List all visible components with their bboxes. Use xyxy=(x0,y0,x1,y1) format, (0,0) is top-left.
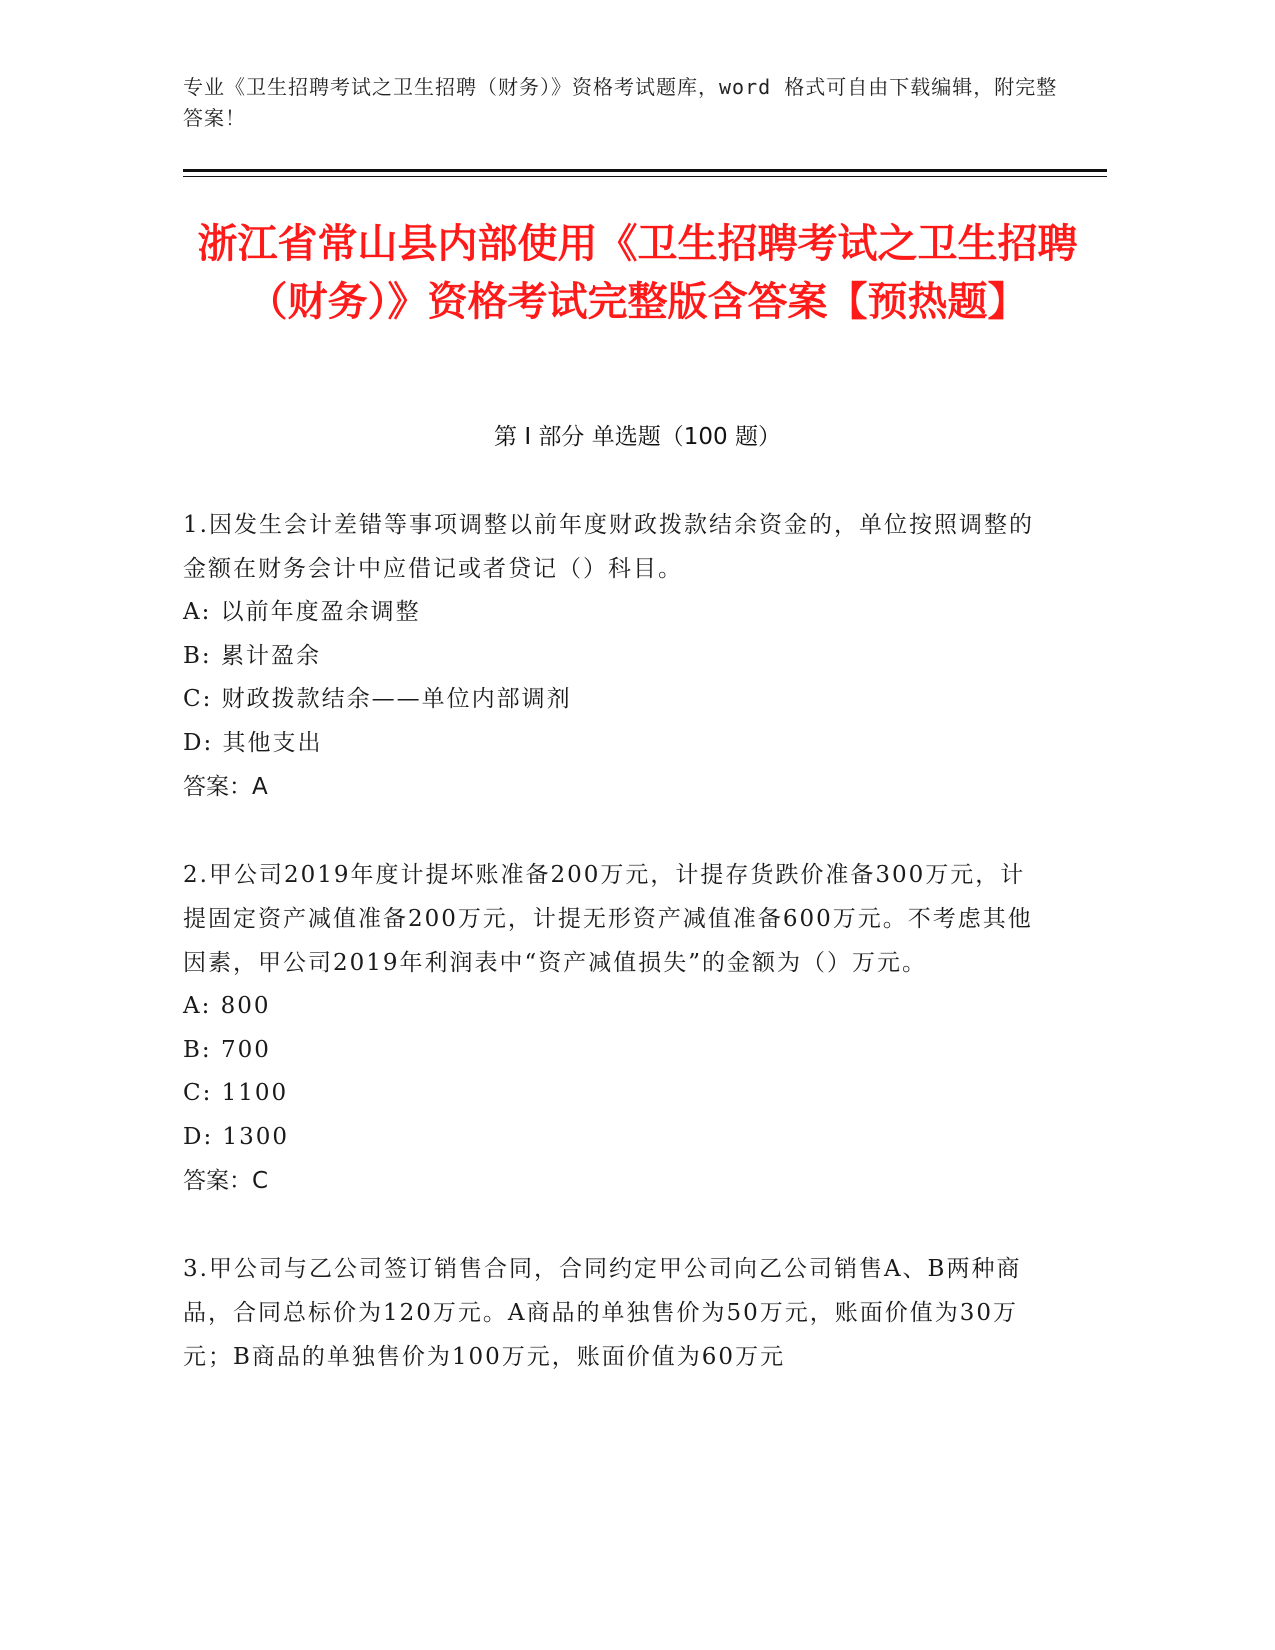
question-item xyxy=(183,1247,1043,1379)
question-item xyxy=(183,503,1043,809)
option-a: A: 800 xyxy=(183,993,271,1019)
option-c: C: 财政拨款结余——单位内部调剂 xyxy=(183,686,572,712)
question-list xyxy=(183,503,1043,1423)
option-d: D: 1300 xyxy=(183,1123,290,1150)
question-stem: 2.甲公司2019年度计提坏账准备200万元，计提存货跌价准备300万元，计提固定资产减值准备200万元，计提无形资产减值准备600万元。不考虑其他因素，甲公司2019年利润表中“资产减值损失”的金额为（）万元。 xyxy=(183,862,1033,976)
answer-line: 答案：A xyxy=(183,774,268,800)
answer-line: 答案：C xyxy=(183,1168,269,1194)
option-b: B: 累计盈余 xyxy=(183,642,321,669)
header-divider-thin xyxy=(183,176,1107,177)
header-note: 专业《卫生招聘考试之卫生招聘（财务）》资格考试题库，word 格式可自由下载编辑，附完整答案！ xyxy=(183,75,1058,130)
question-stem: 3.甲公司与乙公司签订销售合同，合同约定甲公司向乙公司销售A、B两种商品，合同总标价为120万元。A商品的单独售价为50万元，账面价值为30万元；B商品的单独售价为100万元，账面价值为60万元 xyxy=(183,1256,1022,1370)
question-item xyxy=(183,853,1043,1203)
option-b: B: 700 xyxy=(183,1036,271,1063)
option-d: D: 其他支出 xyxy=(183,729,323,756)
document-title: 浙江省常山县内部使用《卫生招聘考试之卫生招聘（财务）》资格考试完整版含答案【预热题】 xyxy=(197,221,1078,325)
section-heading: 第 I 部分 单选题（100 题） xyxy=(494,424,781,450)
option-a: A: 以前年度盈余调整 xyxy=(183,599,421,625)
option-c: C: 1100 xyxy=(183,1080,289,1106)
question-stem: 1.因发生会计差错等事项调整以前年度财政拨款结余资金的，单位按照调整的金额在财务会计中应借记或者贷记（）科目。 xyxy=(183,512,1034,582)
header-divider-thick xyxy=(183,169,1107,172)
